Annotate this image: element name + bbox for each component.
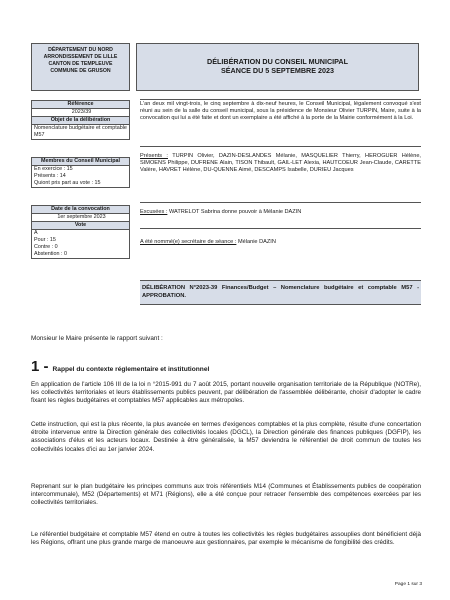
excuses-label: Excusées : <box>140 209 168 215</box>
arrondissement-line: ARRONDISSEMENT DE LILLE <box>43 54 118 60</box>
objet-value: Nomenclature budgétaire et comptable M57 <box>31 125 130 140</box>
presents-list: TURPIN Olivier, DAZIN-DESLANDES Mélanie, MASQUELIER Thierry, HEROGUER Hélène, SIMOENS Philippe, DUFRENE Alain, TISON Thibault, GAIL-LET Alexia, HAUTCOEUR Jean-Claude, CARETTE Valère, HAVRET Hélène, DU-QUENNE Aimé, DESCAMPS Isabelle, DURIEU Jacques <box>140 153 421 174</box>
convocation-panel <box>31 205 130 259</box>
report-intro: Monsieur le Maire présente le rapport suivant : <box>31 335 163 342</box>
secretaire-label: A été nommé(e) secrétaire de séance : <box>140 239 237 245</box>
right-rule-2 <box>140 202 421 203</box>
reference-value: 2023/39 <box>31 109 130 117</box>
objet-label: Objet de la délibération <box>31 117 130 125</box>
canton-line: CANTON DE TEMPLEUVE <box>48 61 113 67</box>
section-number: 1 - <box>31 358 49 375</box>
vote-a: A <box>31 230 130 237</box>
secretaire-block <box>140 239 421 246</box>
paragraph-1: En application de l'article 106 III de la loi n °2015-991 du 7 août 2015, portant nouvelle organisation territoriale de la République (NOTRe), les collectivités territoriales et leurs établissements publics peuvent, par délibération de l'assemblée délibérante, choisir d'adopter le cadre fixant les règles budgétaires et comptables M57 applicables aux métropoles. <box>31 381 421 405</box>
paragraph-2: Cette instruction, qui est la plus récente, la plus avancée en termes d'exigences comptables et la plus complète, résulte d'une concertation étroite intervenue entre la Direction générale des collectivités locales (DGCL), la Direction générale des finances publiques (DGFIP), les associations d'élus et les acteurs locaux. Destinée à être généralisée, la M57 deviendra le référentiel de droit commun de toutes les collectivités locales d'ici au 1er janvier 2024. <box>31 421 421 453</box>
deliberation-title: DÉLIBÉRATION N°2023-39 Finances/Budget – Nomenclature budgétaire et comptable M57 - APPROBATION. <box>142 285 419 299</box>
vote-contre: Contre : 0 <box>31 244 130 251</box>
commune-line: COMMUNE DE GRUSON <box>50 68 111 74</box>
right-top-rule <box>140 99 421 100</box>
excuses-block <box>140 209 421 216</box>
vote-abstention: Abstention : 0 <box>31 251 130 259</box>
title-header <box>136 43 419 91</box>
session-intro: L'an deux mil vingt-trois, le cinq septembre à dix-neuf heures, le Conseil Municipal, légalement convoqué s'est réuni au sein de la salle du conseil municipal, sous la présidence de Monsieur Olivier TURPIN, Maire, suite à la convocation qui lui a été faite et dont un exemplaire a été affiché à la porte de la Mairie conformément à la Loi. <box>140 101 421 122</box>
date-convocation-label: Date de la convocation <box>31 205 130 214</box>
vote-label: Vote <box>31 222 130 230</box>
presents-block <box>140 153 421 174</box>
session-date-title: SÉANCE DU 5 SEPTEMBRE 2023 <box>220 66 335 75</box>
departement-line: DÉPARTEMENT DU NORD <box>48 47 113 53</box>
members-panel <box>31 157 130 188</box>
date-convocation-value: 1er septembre 2023 <box>31 214 130 222</box>
section-heading <box>31 358 209 375</box>
vote-pour: Pour : 15 <box>31 237 130 244</box>
document-title: DÉLIBÉRATION DU CONSEIL MUNICIPAL <box>207 57 348 66</box>
en-exercice: En exercice : 15 <box>31 166 130 173</box>
votants-count: Quiont pris part au vote : 15 <box>31 180 130 188</box>
section-title: Rappel du contexte réglementaire et institutionnel <box>52 366 210 373</box>
presents-label: Présents : <box>140 153 168 159</box>
deliberation-title-box <box>140 280 421 305</box>
excuses-text: WATRELOT Sabrina donne pouvoir à Mélanie DAZIN <box>168 209 302 215</box>
membres-label: Membres du Conseil Municipal <box>31 157 130 166</box>
reference-label: Référence <box>31 100 130 109</box>
presents-count: Présents : 14 <box>31 173 130 180</box>
paragraph-4: Le référentiel budgétaire et comptable M57 étend en outre à toutes les collectivités les règles budgétaires assouplies dont bénéficient déjà les Régions, offrant une plus grande marge de manoeuvre aux gestionnaires, par exemple le mécanisme de fongibilité des crédits. <box>31 531 421 547</box>
page-number: Page 1 sur 3 <box>394 582 422 587</box>
right-rule-3 <box>140 228 421 229</box>
paragraph-3: Reprenant sur le plan budgétaire les principes communs aux trois référentiels M14 (Communes et Établissements publics de coopération intercommunale), M52 (Départements) et M71 (Régions), elle a été conçue pour retracer l'ensemble des compétences exercées par les collectivités territoriales. <box>31 483 421 507</box>
administrative-header <box>31 43 130 91</box>
info-panel <box>31 100 130 140</box>
secretaire-name: Mélanie DAZIN <box>237 239 276 245</box>
right-rule-1 <box>140 146 421 147</box>
